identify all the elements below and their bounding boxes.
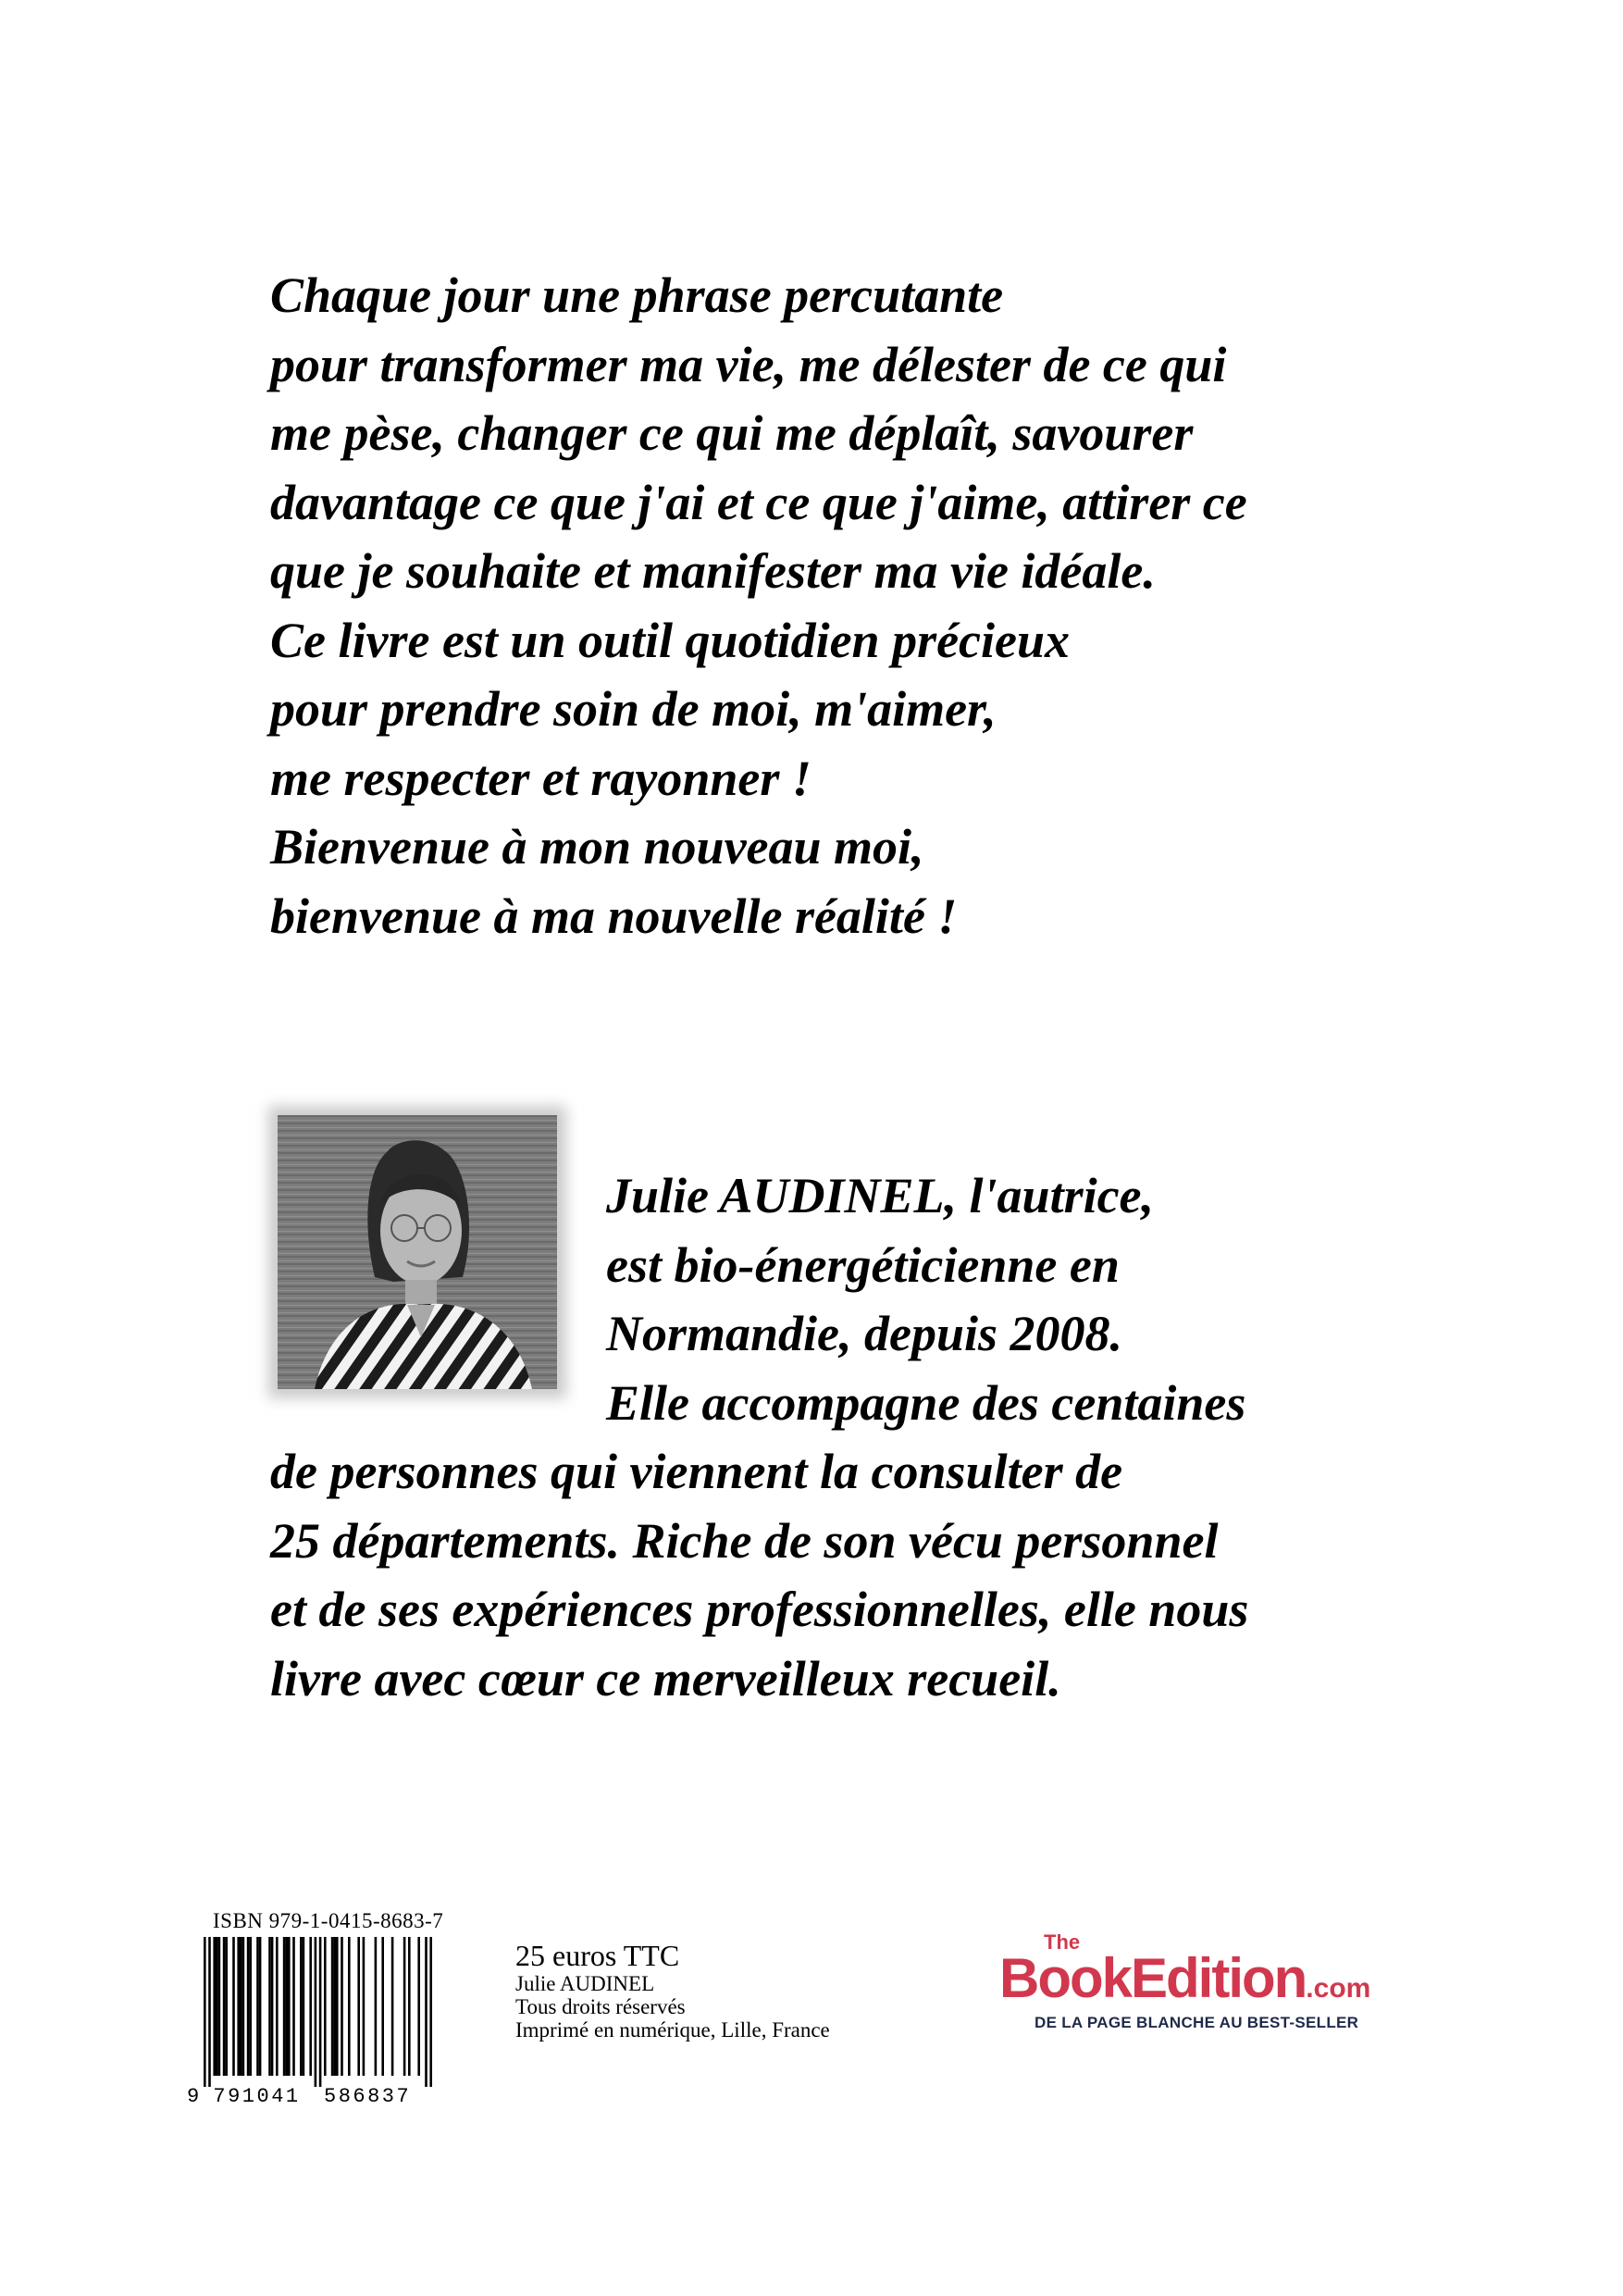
barcode-bar: [288, 1937, 291, 2076]
barcode-bar: [309, 1937, 312, 2076]
barcode-bar: [204, 1937, 206, 2087]
barcode-bar: [249, 1937, 252, 2076]
barcode-bar: [276, 1937, 279, 2076]
barcode-bar: [331, 1937, 334, 2076]
logo-tagline: DE LA PAGE BLANCHE AU BEST-SELLER: [1035, 2014, 1359, 2031]
print-notice: Imprimé en numérique, Lille, France: [515, 2018, 830, 2042]
barcode-bar: [403, 1937, 406, 2076]
barcode-bar: [285, 1937, 288, 2076]
blurb-line: Bienvenue à mon nouveau moi,: [270, 819, 924, 875]
barcode-bar: [240, 1937, 242, 2076]
barcode-bar: [256, 1937, 259, 2076]
barcode-bar: [319, 1937, 322, 2087]
barcode-icon: [185, 1937, 472, 2113]
barcode-bar: [357, 1937, 360, 2076]
blurb-line: Chaque jour une phrase percutante: [270, 267, 1004, 323]
barcode-bar: [363, 1937, 365, 2076]
rights-notice: Tous droits réservés: [515, 1995, 686, 2018]
barcode-bar: [391, 1937, 394, 2076]
bio-line: Elle accompagne des centaines: [606, 1374, 1246, 1431]
barcode-bar: [216, 1937, 218, 2076]
bio-line: livre avec cœur ce merveilleux recueil.: [270, 1650, 1061, 1706]
barcode-digits: 9: [187, 2085, 202, 2108]
barcode-digits: 791041: [213, 2085, 301, 2108]
blurb-line: davantage ce que j'ai et ce que j'aime, attirer ce: [270, 474, 1247, 530]
barcode-bar: [271, 1937, 274, 2076]
barcode-bar: [259, 1937, 262, 2076]
barcode-bar: [315, 1937, 317, 2087]
logo-brand: BookEdition: [999, 1947, 1307, 2009]
barcode-bar: [425, 1937, 427, 2087]
price: 25 euros TTC: [515, 1939, 680, 1972]
barcode-bar: [417, 1937, 420, 2076]
barcode-digits: 586837: [324, 2085, 412, 2108]
bio-line: de personnes qui viennent la consulter de: [270, 1444, 1123, 1499]
blurb-line: que je souhaite et manifester ma vie idéale.: [270, 543, 1156, 599]
barcode-bar: [324, 1937, 327, 2076]
bio-line: et de ses expériences professionnelles, elle nous: [270, 1582, 1249, 1637]
barcode-bar: [213, 1937, 216, 2076]
blurb-line: me respecter et rayonner !: [270, 750, 812, 806]
barcode-bar: [336, 1937, 339, 2076]
logo-name: [999, 1949, 1370, 2018]
barcode-bar: [218, 1937, 221, 2076]
barcode-bar: [268, 1937, 271, 2076]
blurb-line: pour prendre soin de moi, m'aimer,: [270, 681, 997, 737]
blurb-line: bienvenue à ma nouvelle réalité !: [270, 887, 958, 944]
barcode-bar: [292, 1937, 295, 2076]
bio-line: 25 départements. Riche de son vécu personnel: [270, 1512, 1219, 1569]
barcode-bar: [429, 1937, 432, 2087]
bio-line: Julie AUDINEL, l'autrice,: [606, 1168, 1155, 1223]
barcode-bar: [375, 1937, 378, 2076]
barcode-bar: [283, 1937, 286, 2076]
author-name: Julie AUDINEL: [515, 1972, 655, 1995]
bio-line: est bio-énergéticienne en: [606, 1236, 1120, 1293]
isbn-barcode: [185, 1937, 472, 2113]
blurb-line: Ce livre est un outil quotidien précieux: [270, 612, 1071, 668]
barcode-bar: [232, 1937, 235, 2076]
barcode-bar: [381, 1937, 384, 2076]
barcode-bar: [333, 1937, 336, 2076]
barcode-bar: [237, 1937, 240, 2076]
blurb-line: pour transformer ma vie, me délester de ce qui: [270, 336, 1227, 392]
logo-the: The: [1044, 1930, 1081, 1954]
logo-domain: .com: [1306, 1973, 1371, 2004]
author-bio: [270, 1161, 1501, 1713]
barcode-bar: [242, 1937, 245, 2076]
barcode-bar: [341, 1937, 343, 2076]
blurb-line: me pèse, changer ce qui me déplaît, savourer: [270, 405, 1194, 461]
barcode-bar: [408, 1937, 411, 2076]
barcode-bar: [303, 1937, 305, 2076]
barcode-bar: [225, 1937, 228, 2076]
barcode-bar: [300, 1937, 303, 2076]
isbn-label: ISBN 979-1-0415-8683-7: [213, 1909, 444, 1932]
barcode-bar: [208, 1937, 211, 2087]
publication-info: [515, 1939, 830, 2042]
barcode-bar: [348, 1937, 351, 2076]
publisher-logo: [999, 1932, 1416, 2062]
back-cover-blurb: [270, 261, 1501, 950]
barcode-bar: [247, 1937, 250, 2076]
barcode-bar: [223, 1937, 226, 2076]
bio-line: Normandie, depuis 2008.: [606, 1306, 1123, 1361]
